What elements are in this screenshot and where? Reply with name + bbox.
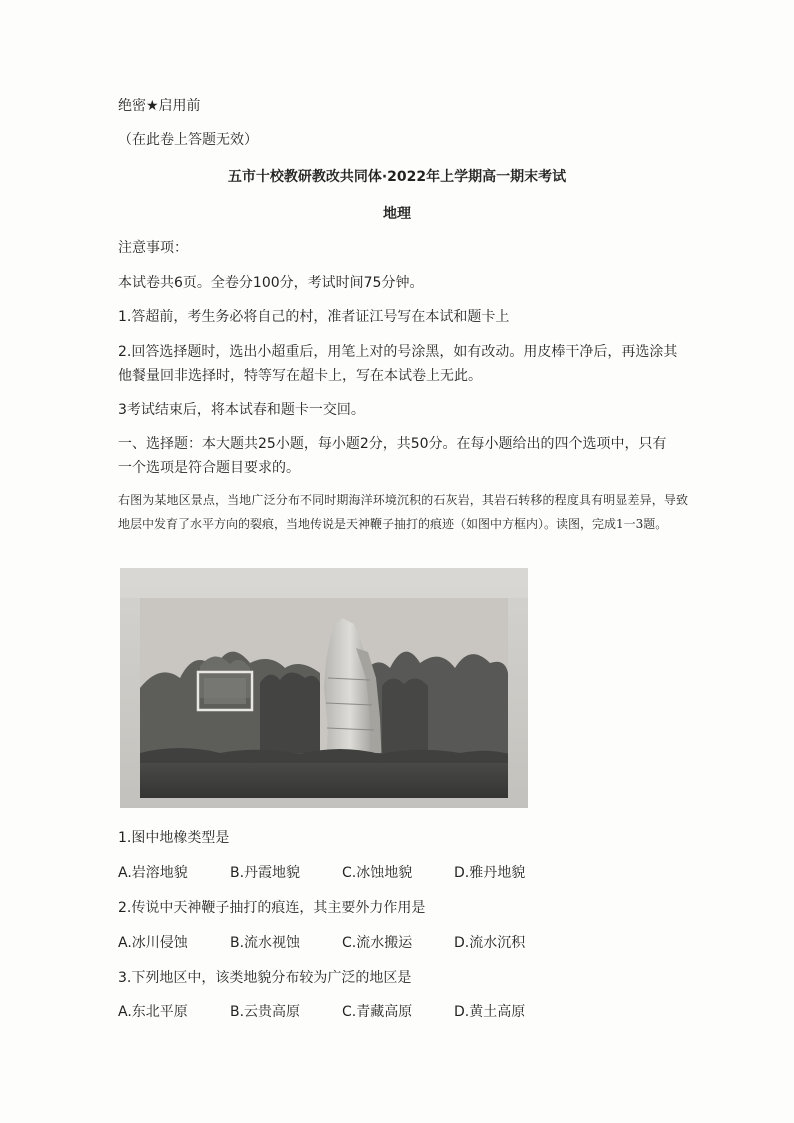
question-3-option-d[interactable]: D.黄土高原 [454, 1004, 526, 1020]
question-1-option-b[interactable]: B.丹霞地貌 [230, 865, 301, 881]
notes-item-1: 1.答超前，考生务必将自己的村，准者证江号写在本试和题卡上 [118, 309, 510, 325]
invalid-note: （在此卷上答题无效） [118, 132, 258, 148]
question-1-options [118, 863, 566, 883]
notes-item-2-line-1: 2.回答选择题时，选出小超重后，用笔上对的号涂黑，如有改动。用皮棒干净后，再选涂其 [118, 344, 678, 360]
question-3-option-a[interactable]: A.东北平原 [118, 1004, 188, 1020]
question-2-stem: 2.传说中天神鞭子抽打的痕连，其主要外力作用是 [118, 900, 426, 916]
question-1-option-d[interactable]: D.雅丹地貌 [454, 865, 526, 881]
notes-heading: 注意事项： [118, 240, 188, 256]
question-1-stem: 1.图中地橡类型是 [118, 830, 230, 846]
notes-item-2-line-2: 他餐量回非选择时，特等写在超卡上，写在本试卷上无此。 [118, 368, 482, 384]
question-3-option-c[interactable]: C.青藏高原 [342, 1004, 413, 1020]
exam-title: 五市十校教研教改共同体·2022年上学期高一期末考试 [227, 169, 567, 185]
question-2-option-b[interactable]: B.流水视蚀 [230, 935, 301, 951]
landscape-photo-drawing [120, 568, 528, 808]
question-1-option-c[interactable]: C.冰蚀地貌 [342, 865, 413, 881]
notes-intro: 本试卷共6页。全卷分100分，考试时间75分钟。 [118, 275, 424, 291]
question-2-option-a[interactable]: A.冰川侵蚀 [118, 935, 188, 951]
question-3-stem: 3.下列地区中，该类地貌分布较为广泛的地区是 [118, 970, 412, 986]
question-2-option-d[interactable]: D.流水沉积 [454, 935, 526, 951]
section-intro-line-1: 一、选择题：本大题共25小题，每小题2分，共50分。在每小题给出的四个选项中，只有 [118, 436, 667, 452]
notes-item-3: 3考试结束后，将本试春和题卡一交回。 [118, 402, 365, 418]
question-3-option-b[interactable]: B.云贵高原 [230, 1004, 301, 1020]
question-2-option-c[interactable]: C.流水搬运 [342, 935, 413, 951]
secret-mark: 绝密★启用前 [118, 98, 201, 114]
question-3-options [118, 1002, 566, 1022]
question-1-option-a[interactable]: A.岩溶地貌 [118, 865, 188, 881]
section-intro-line-2: 一个选项是符合题目要求的。 [118, 460, 300, 476]
figure-caption: 右图为某地区景点，当地广泛分布不同时期海洋环境沉积的石灰岩，其岩石转移的程度具有明显差异，导致地层中发育了水平方向的裂痕，当地传说是天神鞭子抽打的痕迹（如图中方框内）。读图，完成1一3题。 [118, 493, 688, 531]
question-2-options [118, 933, 566, 953]
landscape-photo [120, 568, 528, 808]
subject-title: 地理 [383, 206, 411, 222]
